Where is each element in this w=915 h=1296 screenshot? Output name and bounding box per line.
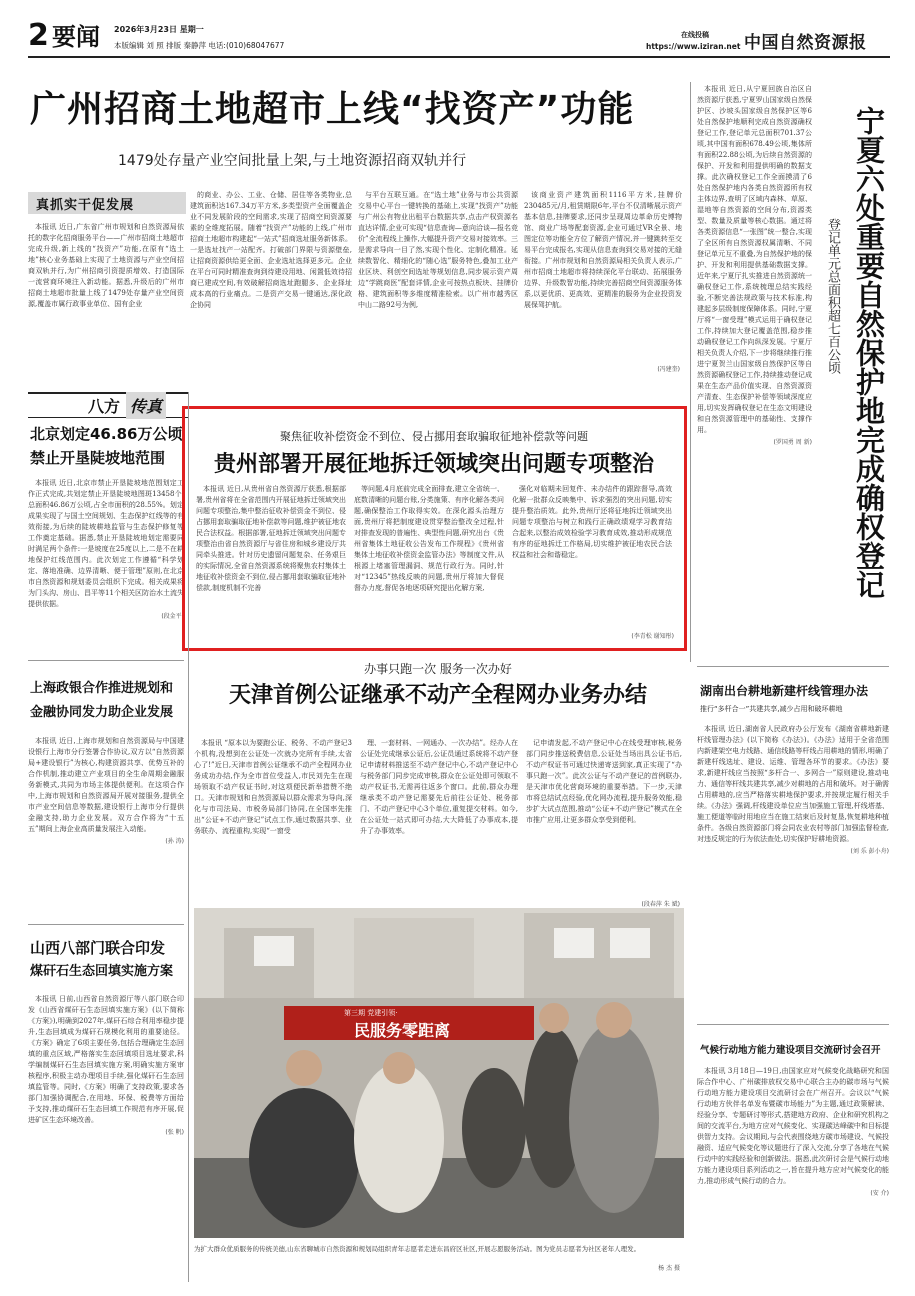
lead-col-1: 本报讯 近日,广东省广州市规划和自然资源局依托的数字化招商服务平台——广州市招商土地超市完成升级,新上线的“找资产”功能,在原有“选土地”核心业务基础上实现了土地资源与产业空间招商双轨并行,为广州招商引资提质增效、打造国际一流营商环境注入新动能。据悉,升级后的广州市招商土地超市批量上线了1479处存量产业空间资源,覆盖市属行政事业单位、国有企业 [28, 223, 184, 308]
shanghai-headline-1: 上海政银合作推进规划和 [30, 681, 174, 696]
paper-name: 中国自然资源报 [744, 33, 867, 53]
lead-subhead: 1479处存量产业空间批量上架,与土地资源招商双轨并行 [118, 153, 467, 169]
tianjin-kicker: 办事只跑一次 服务一次办好 [364, 662, 512, 676]
tianjin-col-3: 记申请发起,不动产登记中心在线受理审核,税务部门同步推送税费信息,公证处当场出具公证书后,不动产权证书可通过快递寄送到家,真正实现了“办事只跑一次”。此次公证与不动产登记的首例联办,是天津市优化营商环境的重要举措。下一步,天津市将总结试点经验,优化网办流程,提升服务效能,稳步扩大试点范围,推动“公证+不动产登记”模式在全市推广应用,让更多群众享受到便利。 [526, 739, 682, 824]
photo-caption: 为扩大群众优质服务的传统美德,山东省聊城市自然资源和规划局组织青年志愿者走进东昌府区社区,开展志愿服务活动。图为党员志愿者为社区老年人理发。 [194, 1245, 641, 1253]
hunan-text: 本报讯 近日,湖南省人民政府办公厅发布《湖南省耕地新建杆线管理办法》(以下简称《办法》)。《办法》适用于全省范围内新建架空电力线路、通信线路等杆线占用耕地的情形,明确了新建杆线选址、建设、运维、管理各环节的要求。《办法》要求,新建杆线应当按照“多杆合一、多网合一”原则建设,推动电力、通信等杆线共建共享,减少对耕地的占用和破坏。对于确需占用耕地的,应当严格落实耕地保护要求,并按规定履行相关手续。《办法》强调,杆线建设单位应当加强施工管理,杆线塔基、施工便道等临时用地应当在施工结束后及时复垦,恢复耕地种植条件。各级自然资源部门将会同农业农村等部门加强监督检查,对违反规定的行为依法查处,切实保护好耕地资源。 (刘 乐 彭小舟) [697, 725, 889, 855]
header-rule [28, 56, 890, 58]
page-header [28, 18, 890, 58]
guizhou-col-1: 本报讯 近日,从贵州省自然资源厅获悉,根据部署,贵州省将在全省范围内开展征地拆迁领域突出问题专项整治,集中整治征收补偿资金不到位、侵占挪用套取骗取征地补偿款等问题,维护被征地农民合法权益。根据部署,征地拆迁领域突出问题专项整治由省自然资源厅与省住房和城乡建设厅共同牵头推进。针对历史遗留问题复杂、任务艰巨的实际情况,全省自然资源系统将聚焦农村集体土地征收补偿资金不到位,侵占挪用套取骗取征地补偿款,制度机制不完善 [196, 485, 346, 592]
tianjin-author: (段春萍 朱 斌) [641, 901, 680, 908]
issue-date: 2026年3月23日 星期一 [114, 25, 204, 34]
divider-bj [28, 660, 184, 661]
guizhou-kicker: 聚焦征收补偿资金不到位、侵占挪用套取骗取征地补偿款等问题 [280, 430, 588, 443]
photo-banner-small: 第三期 党建引领· [344, 1009, 398, 1017]
lead-author: (冯建奎) [657, 366, 680, 373]
photo-scene [194, 908, 684, 1238]
photo-banner-text: 民服务零距离 [354, 1021, 451, 1040]
divider-sh [28, 924, 184, 925]
hunan-headline: 湖南出台耕地新建杆线管理办法 [700, 684, 869, 698]
climate-headline: 气候行动地方能力建设项目交流研讨会召开 [700, 1045, 881, 1056]
tianjin-col-2: 理、一套材料、一网通办、一次办结”。经办人在公证处完成继承公证后,公证员通过系统将不动产登记申请材料推送至不动产登记中心,不动产登记中心与税务部门同步完成审核,群众在公证处即可领取不动产权证书,无需再往返多个窗口。此前,群众办理继承类不动产登记需要先后前往公证处、税务部门、不动产登记中心3个单位,重复提交材料。如今,在公证处一站式即可办结,大大降低了办事成本,提升了办事效率。 [360, 739, 518, 835]
site-url[interactable]: https://www.iziran.net [646, 42, 741, 51]
page-number: 2 [28, 18, 49, 53]
editor-line: 本版编辑 刘 照 排版 秦静萍 电话:(010)68047677 [114, 41, 285, 50]
beijing-headline-1: 北京划定46.86万公顷 [30, 425, 183, 443]
lead-headline: 广州招商土地超市上线“找资产”功能 [30, 89, 635, 130]
section-name: 要闻 [52, 23, 100, 51]
lead-col-2: 的商业、办公、工业、仓储、居住等各类物业,总建筑面积达167.34万平方米,多类型资产全面覆盖企业不同发展阶段的空间需求,实现了招商空间资源要素的全维度拓展。随着“找资产”功能的上线,广州市招商土地超市构建起“一站式”招商选址服务新体系。一是选址找产一站配齐。打破部门界限与资源壁垒,让招商资源供给更全面、企业选址选择更多元。企业在平台可同时精准查询到待建设用地、闲置低效待招商已建成空间,有效破解招商选址跑腿多、企业择址成本高的行业痛点。二是资产交易一键通达,深化政企协同 [190, 191, 352, 309]
tianjin-headline: 天津首例公证继承不动产全程网办业务办结 [228, 683, 647, 708]
shanxi-text: 本报讯 日前,山西省自然资源厅等八部门联合印发《山西省煤矸石生态回填实施方案》(以下简称《方案》),明确到2027年,煤矸石综合利用率稳步提升,生态回填成为煤矸石规模化利用的重要途径。《方案》确定了6项主要任务,包括合理确定生态回填的重点区域,严格落实生态回填项目选址要求,科学编制煤矸石生态回填实施方案,明确实施方案审核程序,积极主动办理项目手续,强化煤矸石生态回填监管等。同时,《方案》明确了支持政策,要求各部门加强协调配合,在用地、环保、税费等方面给予支持,推动煤矸石生态回填工作规范有序开展,促进矿区生态环境改善。 (张 帆) [28, 995, 184, 1136]
divider-hunan [697, 666, 889, 667]
beijing-headline-2: 禁止开垦陡坡地范围 [30, 449, 166, 467]
section-tag-zhenzhua: 真抓实干促发展 [28, 192, 186, 214]
beijing-text: 本报讯 近日,北京市禁止开垦陡坡地范围划定工作正式完成,共划定禁止开垦陡坡地图斑13458个,总面积46.86万公顷,占全市面积的28.55%。划定成果实现了与国土空间规划、生态保护红线等的有效衔接,为后续的陡坡耕地监管与生态保护修复等工作奠定基础。据悉,禁止开垦陡坡地划定需要同时满足两个条件:一是坡度在25度以上,二是不在耕地保护红线范围内。此次划定工作遵循“科学划定、落地准确、边界清晰、便于管理”原则,在北京市自然资源和规划委员会组织下完成。相关成果将为门头沟、房山、昌平等11个相关区防治水土流失提供依据。 (段金平) [28, 479, 184, 620]
tianjin-col-1: 本报讯 “原本以为要跑公证、税务、不动产登记3个机构,没想到在公证处一次就办完所有手续,太省心了!”近日,天津市首例公证继承不动产全程网办业务成功办结,作为全市首位受益人,市民刘先生在现场领取不动产权证书时,对这项便民新举措赞不绝口。天津市规划和自然资源局以群众需求为导向,深化与市司法局、市税务局部门协同,在全国率先推出“公证+不动产登记”试点工作,通过数据共享、业务联办、流程重构,实现“一窗受 [194, 739, 352, 835]
submit-label[interactable]: 在线投稿 [681, 31, 709, 39]
section-tag-bafang: 八方 传真 [28, 392, 188, 418]
guizhou-col-3: 强化对临期未回复件、未办结件的跟踪督导,高效化解一批群众反映集中、诉求强烈的突出问题,切实提升整治质效。此外,贵州厅还将征地拆迁领域突出问题专项整治与树立和践行正确政绩观学习教育结合起来,以整治成效检验学习教育成效,推动形成规范有序的征地拆迁工作格局,切实维护被征地农民合法权益和社会和谐稳定。 [512, 485, 672, 559]
climate-text: 本报讯 3月18日—19日,由国家应对气候变化战略研究和国际合作中心、广州碳排放权交易中心联合主办的碳市场与气候行动地方能力建设项目交流研讨会在广州召开。会议以“气候行动地方伙伴名单发布暨碳市场能力”为主题,通过政策解读、经验分享、专题研讨等形式,搭建地方政府、企业和研究机构之间的交流平台,为地方应对气候变化、实现碳达峰碳中和目标提供智力支持。会议期间,与会代表围绕地方碳市场建设、气候投融资、适应气候变化等议题进行了深入交流,分享了各地在气候行动中的实践经验和创新做法。据悉,此次研讨会是气候行动地方能力建设项目系列活动之一,旨在提升地方应对气候变化的能力,推动形成气候行动的合力。 (安 介) [697, 1067, 889, 1197]
photo-credit: 杨 杰 摄 [658, 1265, 680, 1272]
guizhou-headline: 贵州部署开展征地拆迁领域突出问题专项整治 [213, 452, 654, 477]
shanxi-headline-1: 山西八部门联合印发 [30, 939, 166, 957]
guizhou-col-2: 等问题,4月底前完成全面排查,建立全省统一、底数清晰的问题台账,分类施策、有序化解各类问题,确保整治工作取得实效。在深化源头治理方面,贵州厅将把制度建设贯穿整治整改全过程,针对排查发现的普遍性、典型性问题,研究出台《贵州省集体土地征收公告发布工作规程》《贵州省集体土地征收补偿资金监管办法》等制度文件,从根源上堵塞管理漏洞、规范行政行为。同时,针对“12345”热线反映的问题,贵州厅将加大督促督办力度,督促各地逐项研究提出化解方案, [354, 485, 504, 592]
shanghai-text: 本报讯 近日,上海市规划和自然资源局与中国建设银行上海市分行签署合作协议,双方以“自然资源局+建设银行”为核心,构建资源共享、优势互补的合作机制,推动建立产业项目的全生命周期金融服务新模式,共同为市场主体提供便利。在这项合作中,上海市规划和自然资源局开展对接服务,提供全市产业空间信息等数据,建设银行上海市分行提供金融支持,助力企业发展。双方合作将为“十五五”期间上海企业高质量发展注入动能。 (孙 涛) [28, 737, 184, 845]
hunan-subhead: 推行“多杆合一”共建共享,减少占用和破坏耕地 [700, 705, 843, 713]
lead-col-4: 该商业资产建筑面积1116平方米,挂牌价230485元/月,租赁期限6年,平台不仅清晰展示资产基本信息,挂牌要求,还同步呈现周边革命历史博物馆、商业广场等配套资源,企业可通过VR全景、地图定位等功能全方位了解资产情况,并一键跳转至交易平台完成报名,实现从信息查询到交易对接的无缝衔接。广州市规划和自然资源局相关负责人表示,广州市招商土地超市将持续深化平台联动、拓展服务边界、升级数智功能,持续完善招商空间资源服务体系,以更优质、更高效、更精准的服务为企业投资发展保驾护航。 [524, 191, 682, 309]
divider-climate [697, 1024, 889, 1025]
ningxia-headline: 宁夏六处重要自然保护地完成确权登记 [852, 106, 886, 599]
column-divider [690, 82, 691, 662]
news-photo [194, 908, 684, 1238]
shanghai-headline-2: 金融协同发力助企业发展 [30, 705, 174, 720]
shanxi-headline-2: 煤矸石生态回填实施方案 [30, 964, 174, 979]
lead-col-3: 与平台互联互通。在“选土地”业务与市公共资源交易中心平台一键转换的基础上,实现“找资产”功能与广州公有物业出租平台数据共享,点击产权资源名直达详情,企业可实现“信息查询—意向洽谈—报名竞价”全流程线上操作,大幅提升资产交易对接效率。三是需求导向一目了然,实现个性化、定制化精准。延续数智化、精细化的“随心选”服务特色,叠加工业产业区块、利创空间选址等规划信息,同步展示资产周边“学跳商医”配套详情,企业可按热点板块、挂牌价格、建筑面积等多维度精准检索。以广州市越秀区中山二路92号为例, [358, 191, 518, 309]
guizhou-author: (李青松 谢知彤) [631, 633, 674, 640]
ningxia-text: 本报讯 近日,从宁夏回族自治区自然资源厅获悉,宁夏罗山国家级自然保护区、沙坡头国家级自然保护区等6处自然保护地顺利完成自然资源确权登记工作,登记单元总面积701.37公顷,其中国有面积678.49公顷,集体所有面积22.88公顷,为后续自然资源的保护、开发和利用提供明确的数据支撑。此次确权登记工作全面摸清了6处自然保护地内各类自然资源所有权主体边界,查明了区域内森林、草原、湿地等自然资源的空间分布,资源类型、数量及质量等核心数据。通过将各类资源信息“一张图”统一整合,实现了全区所有自然资源权属清晰、不同登记单元互不重叠,为自然保护地的保护、开发和利用提供基础数据支撑。近年来,宁夏厅扎实推进自然资源统一确权登记工作,系统梳理总结实践经验,不断完善法规政策与技术标准,构建起多层级制度保障体系。同时,宁夏厅将“一窗受理”模式运用于确权登记工作,持续加大登记覆盖范围,稳步推动确权登记工作向纵深发展。宁夏厅相关负责人介绍,下一步将继续推行推进宁夏贺兰山国家级自然保护区等自然资源确权登记工作,持续推动登记成果在生态产品价值实现、自然资源资产清查、生态保护补偿等领域深度应用,切实发挥确权登记在生态文明建设和自然资源管理中的基础性、支撑作用。 (罗国勇 周 新) [697, 85, 812, 446]
left-column-divider [188, 392, 189, 1282]
ningxia-subhead: 登记单元总面积超七百公顷 [825, 218, 840, 374]
